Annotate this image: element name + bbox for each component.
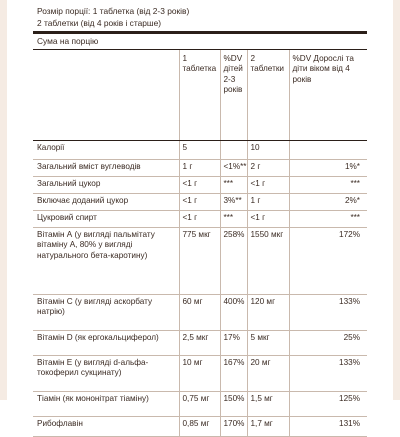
quantity-1: 60 мг (179, 295, 220, 331)
quantity-2: 1 г (247, 194, 289, 211)
quantity-1: 775 мкг (179, 228, 220, 295)
table-row (33, 194, 367, 211)
nutrient-name: Включає доданий цукор (33, 194, 179, 211)
table-row (33, 211, 367, 228)
table-row (33, 177, 367, 194)
nutrient-name: Рибофлавін (33, 417, 179, 437)
quantity-1: <1 г (179, 177, 220, 194)
table-row (33, 331, 367, 356)
dv-adults: *** (289, 177, 367, 194)
dv-children: 170% (220, 417, 247, 437)
dv-adults: 1%* (289, 160, 367, 177)
per-serving-label: Сума на порцію (37, 36, 99, 46)
dv-adults (289, 141, 367, 160)
nutrient-name: Вітамін Е (у вигляді d-альфа-токоферил сукцинату) (33, 356, 179, 392)
table-row (33, 141, 367, 160)
quantity-2: 120 мг (247, 295, 289, 331)
quantity-2: <1 г (247, 177, 289, 194)
nutrient-name: Цукровий спирт (33, 211, 179, 228)
nutrient-name: Вітамін А (у вигляді пальмітату вітаміну А, 80% у вигляді натурального бета-каротину) (33, 228, 179, 295)
dv-children: 167% (220, 356, 247, 392)
page-margin-right (393, 0, 400, 400)
nutrient-name: Загальний вміст вуглеводів (33, 160, 179, 177)
quantity-1: 2,5 мкг (179, 331, 220, 356)
dv-children: 400% (220, 295, 247, 331)
serving-size-line-2: 2 таблетки (від 4 років і старше) (37, 18, 162, 28)
dv-children (220, 141, 247, 160)
table-header-row (33, 50, 367, 141)
quantity-1: <1 г (179, 194, 220, 211)
nutrient-name: Вітамін D (як ергокальциферол) (33, 331, 179, 356)
table-row (33, 392, 367, 417)
quantity-2: 1,5 мг (247, 392, 289, 417)
dv-adults: 133% (289, 295, 367, 331)
quantity-2: 20 мг (247, 356, 289, 392)
page-margin-left (0, 0, 7, 400)
quantity-1: 0,85 мг (179, 417, 220, 437)
nutrient-name: Тіамін (як мононітрат тіаміну) (33, 392, 179, 417)
nutrient-name: Загальний цукор (33, 177, 179, 194)
table-row (33, 417, 367, 437)
quantity-1: 10 мг (179, 356, 220, 392)
header-name-cell (33, 50, 179, 141)
dv-children: 17% (220, 331, 247, 356)
nutrition-table (33, 50, 367, 437)
quantity-2: 2 г (247, 160, 289, 177)
quantity-2: <1 г (247, 211, 289, 228)
header-dv-adults: %DV Дорослі та діти віком від 4 років (289, 50, 367, 141)
dv-adults: 133% (289, 356, 367, 392)
quantity-2: 1550 мкг (247, 228, 289, 295)
quantity-1: 0,75 мг (179, 392, 220, 417)
dv-adults: 131% (289, 417, 367, 437)
nutrient-name: Калорії (33, 141, 179, 160)
dv-children: *** (220, 211, 247, 228)
dv-adults: 125% (289, 392, 367, 417)
nutrient-name: Вітамін С (у вигляді аскорбату натрію) (33, 295, 179, 331)
supplement-facts-panel (33, 0, 367, 428)
dv-children: <1%** (220, 160, 247, 177)
dv-adults: 172% (289, 228, 367, 295)
dv-adults: 25% (289, 331, 367, 356)
table-row (33, 295, 367, 331)
table-row (33, 160, 367, 177)
quantity-1: 1 г (179, 160, 220, 177)
thick-divider (33, 31, 367, 34)
dv-children: *** (220, 177, 247, 194)
table-row (33, 228, 367, 295)
quantity-2: 5 мкг (247, 331, 289, 356)
dv-adults: 2%* (289, 194, 367, 211)
dv-children: 3%** (220, 194, 247, 211)
quantity-2: 1,7 мг (247, 417, 289, 437)
quantity-1: <1 г (179, 211, 220, 228)
quantity-1: 5 (179, 141, 220, 160)
header-dv-children: %DV дітей 2-3 років (220, 50, 247, 141)
table-row (33, 356, 367, 392)
dv-children: 150% (220, 392, 247, 417)
quantity-2: 10 (247, 141, 289, 160)
header-quantity-2: 2 таблетки (247, 50, 289, 141)
header-quantity-1: 1 таблетка (179, 50, 220, 141)
serving-size-line-1: Розмір порції: 1 таблетка (від 2-3 років) (37, 6, 190, 16)
dv-children: 258% (220, 228, 247, 295)
dv-adults: *** (289, 211, 367, 228)
